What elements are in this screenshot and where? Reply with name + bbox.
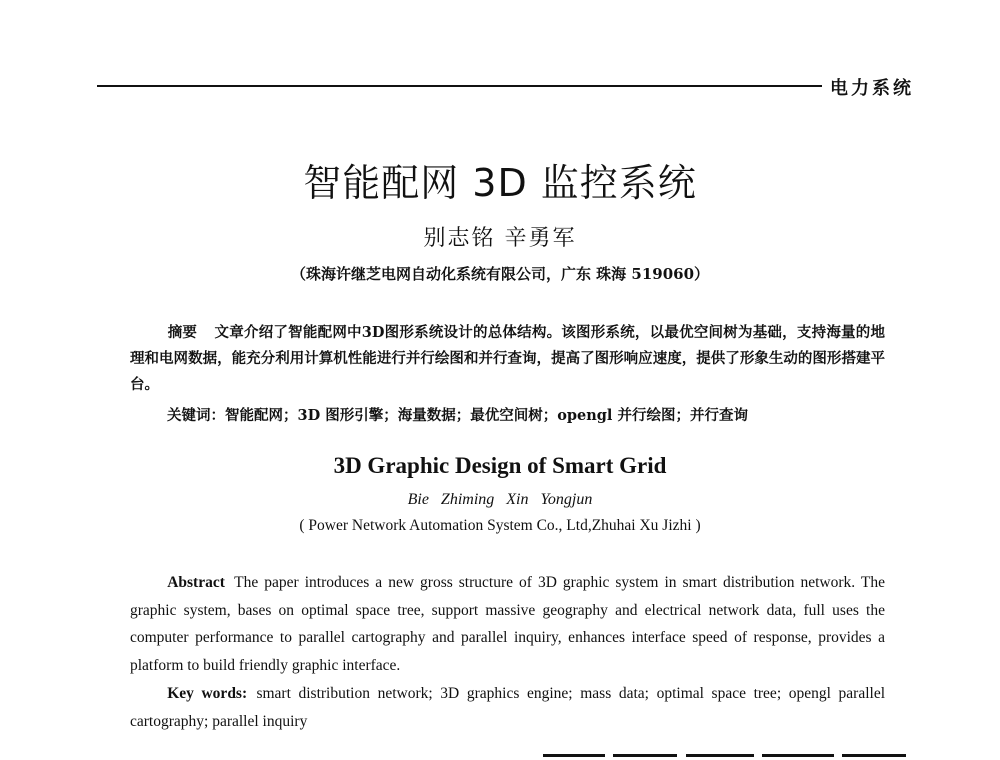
footer-rule-segment	[686, 754, 754, 757]
journal-section-label: 电力系统	[830, 78, 914, 99]
footer-rule-segment	[543, 754, 605, 757]
abstract-cn	[130, 320, 885, 398]
affiliation-cn: （珠海许继芝电网自动化系统有限公司，广东 珠海 519060）	[290, 265, 710, 283]
keywords-en-text: smart distribution network; 3D graphics engine; mass data; optimal space tree; opengl parallel cartography; parallel inquiry	[130, 685, 886, 730]
keywords-cn-label: 关键词：	[167, 407, 225, 424]
footer-rule-segment	[842, 754, 906, 757]
keywords-en-label: Key words:	[167, 685, 248, 702]
abstract-en-label: Abstract	[167, 574, 225, 591]
authors-en: Bie Zhiming Xin Yongjun	[407, 491, 593, 508]
footer-rule-segment	[762, 754, 834, 757]
abstract-en-text: The paper introduces a new gross structure of 3D graphic system in smart distribution network. The graphic system, bases on optimal space tree, support massive geography and electrical network data, full uses the computer performance to parallel cartography and parallel inquiry, enhances interface speed of response, provides a platform to build friendly graphic interface.	[130, 574, 885, 674]
keywords-en	[130, 680, 885, 735]
authors-cn: 别志铭 辛勇军	[423, 226, 577, 251]
header-rule	[97, 85, 822, 87]
abstract-cn-text: 文章介绍了智能配网中3D图形系统设计的总体结构。该图形系统，以最优空间树为基础，支持海量的地理和电网数据，能充分利用计算机性能进行并行绘图和并行查询，提高了图形响应速度，提供了形象生动的图形搭建平台。	[130, 324, 885, 393]
keywords-cn	[167, 404, 887, 425]
affiliation-en: ( Power Network Automation System Co., Ltd,Zhuhai Xu Jizhi )	[299, 517, 701, 534]
paper-title-en: 3D Graphic Design of Smart Grid	[333, 453, 667, 478]
keywords-cn-text: 智能配网；3D 图形引擎；海量数据；最优空间树；opengl 并行绘图；并行查询	[225, 407, 748, 424]
abstract-cn-label: 摘要	[167, 325, 198, 341]
abstract-en	[130, 569, 885, 679]
paper-title-cn: 智能配网 3D 监控系统	[303, 161, 697, 205]
footer-rule-segment	[613, 754, 677, 757]
